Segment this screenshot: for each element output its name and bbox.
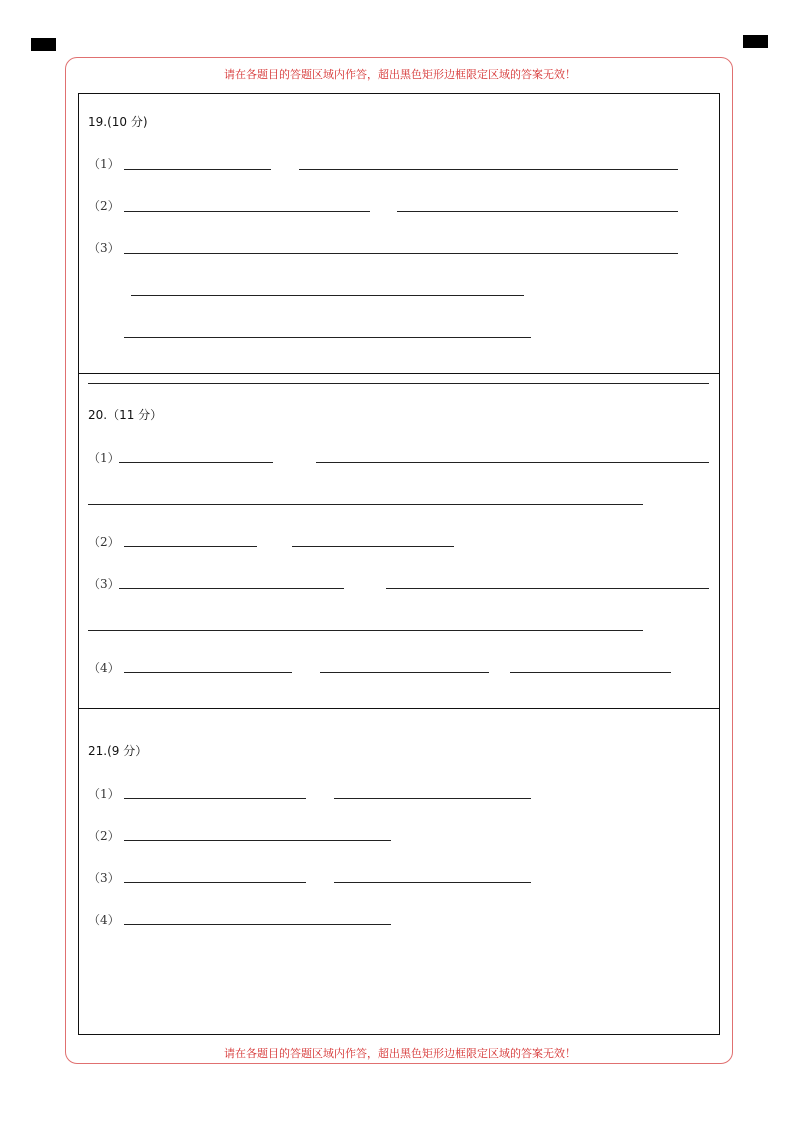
question-21-title: 21.(9 分） [88,744,148,758]
question-19-title: 19.(10 分) [88,115,148,129]
q20-top-rule [88,383,709,384]
q20-part4-blank-c[interactable] [510,672,671,673]
q21-part3-blank-a[interactable] [124,882,306,883]
q19-part2-label: （2） [88,199,120,213]
q20-part1-blank-c[interactable] [88,504,643,505]
q20-part2-label: （2） [88,535,120,549]
q20-part2-blank-b[interactable] [292,546,454,547]
q20-part3-label: （3） [88,577,120,591]
section-divider-20-21 [78,708,720,709]
q21-part4-label: （4） [88,913,120,927]
q19-part1-blank-b[interactable] [299,169,678,170]
alignment-marker-left [31,38,56,51]
q19-part3-label: （3） [88,241,120,255]
q20-part4-blank-b[interactable] [320,672,489,673]
q21-part3-blank-b[interactable] [334,882,531,883]
q19-part1-blank-a[interactable] [124,169,271,170]
q21-part1-blank-b[interactable] [334,798,531,799]
q20-part1-blank-b[interactable] [316,462,709,463]
section-divider-19-20 [78,373,720,374]
q20-part3-blank-a[interactable] [119,588,344,589]
q20-part3-blank-c[interactable] [88,630,643,631]
q21-part2-blank[interactable] [124,840,391,841]
q20-part2-blank-a[interactable] [124,546,257,547]
q21-part1-blank-a[interactable] [124,798,306,799]
q19-part2-blank-b[interactable] [397,211,678,212]
q20-part4-blank-a[interactable] [124,672,292,673]
q21-part4-blank[interactable] [124,924,391,925]
question-20-title: 20.（11 分） [88,408,163,422]
q21-part3-label: （3） [88,871,120,885]
alignment-marker-right [743,35,768,48]
q20-part1-blank-a[interactable] [119,462,273,463]
q19-part1-label: （1） [88,157,120,171]
q19-part3-blank-a[interactable] [124,253,678,254]
q20-part4-label: （4） [88,661,120,675]
q20-part1-label: （1） [88,451,120,465]
answer-area-box [78,93,720,1035]
notice-top: 请在各题目的答题区域内作答，超出黑色矩形边框限定区域的答案无效！ [224,68,576,81]
notice-bottom: 请在各题目的答题区域内作答，超出黑色矩形边框限定区域的答案无效！ [224,1047,576,1060]
q21-part1-label: （1） [88,787,120,801]
q19-part2-blank-a[interactable] [124,211,370,212]
q21-part2-label: （2） [88,829,120,843]
q19-part3-blank-c[interactable] [124,337,531,338]
q19-part3-blank-b[interactable] [131,295,524,296]
q20-part3-blank-b[interactable] [386,588,709,589]
